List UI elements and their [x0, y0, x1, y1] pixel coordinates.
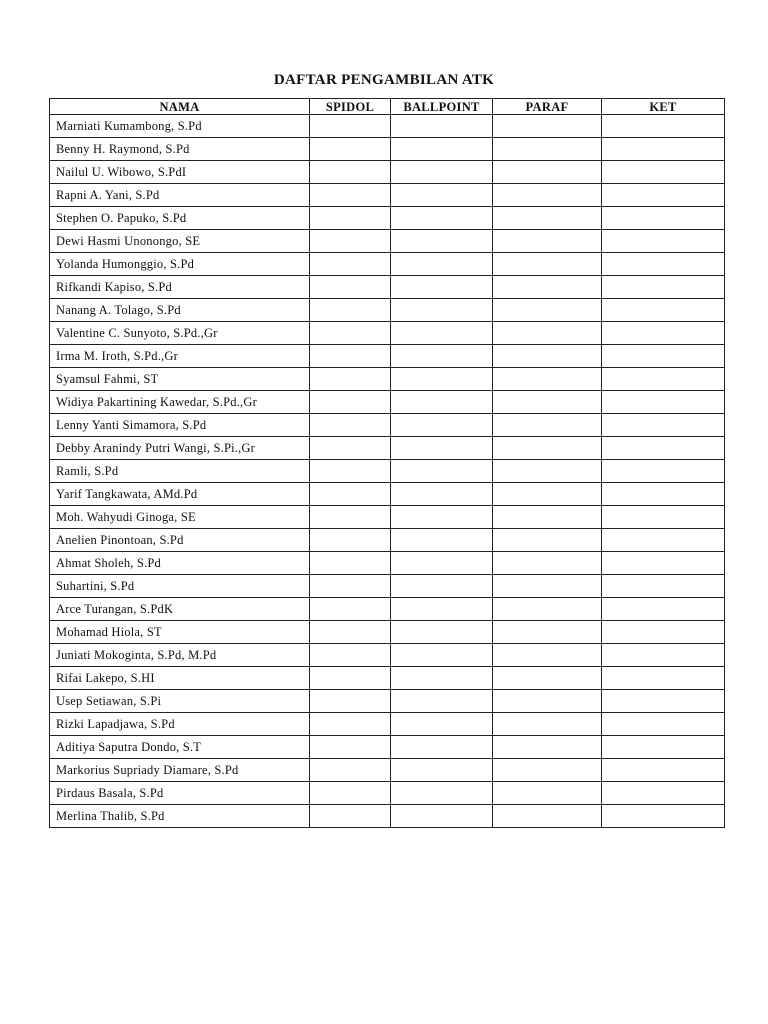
paraf-cell [493, 437, 602, 460]
paraf-cell [493, 276, 602, 299]
ket-cell [602, 299, 725, 322]
spidol-cell [310, 253, 391, 276]
ballpoint-cell [391, 529, 493, 552]
ket-cell [602, 483, 725, 506]
ballpoint-cell [391, 644, 493, 667]
name-cell: Debby Aranindy Putri Wangi, S.Pi.,Gr [50, 437, 310, 460]
name-cell: Mohamad Hiola, ST [50, 621, 310, 644]
name-cell: Rizki Lapadjawa, S.Pd [50, 713, 310, 736]
paraf-cell [493, 529, 602, 552]
table-row [50, 253, 725, 276]
spidol-cell [310, 391, 391, 414]
ballpoint-cell [391, 161, 493, 184]
document-title: DAFTAR PENGAMBILAN ATK [273, 72, 495, 88]
table-row [50, 299, 725, 322]
spidol-cell [310, 552, 391, 575]
spidol-cell [310, 345, 391, 368]
ket-cell [602, 690, 725, 713]
paraf-cell [493, 713, 602, 736]
ballpoint-cell [391, 713, 493, 736]
paraf-cell [493, 391, 602, 414]
header-ket: KET [602, 99, 725, 115]
paraf-cell [493, 621, 602, 644]
spidol-cell [310, 598, 391, 621]
paraf-cell [493, 644, 602, 667]
ket-cell [602, 345, 725, 368]
ballpoint-cell [391, 437, 493, 460]
name-cell: Usep Setiawan, S.Pi [50, 690, 310, 713]
ballpoint-cell [391, 414, 493, 437]
spidol-cell [310, 207, 391, 230]
spidol-cell [310, 736, 391, 759]
ballpoint-cell [391, 138, 493, 161]
spidol-cell [310, 506, 391, 529]
spidol-cell [310, 115, 391, 138]
ballpoint-cell [391, 460, 493, 483]
table-row [50, 207, 725, 230]
table-row [50, 713, 725, 736]
table-row [50, 667, 725, 690]
ballpoint-cell [391, 598, 493, 621]
spidol-cell [310, 460, 391, 483]
ballpoint-cell [391, 368, 493, 391]
table-row [50, 621, 725, 644]
ket-cell [602, 322, 725, 345]
ket-cell [602, 161, 725, 184]
paraf-cell [493, 345, 602, 368]
ballpoint-cell [391, 345, 493, 368]
paraf-cell [493, 483, 602, 506]
paraf-cell [493, 552, 602, 575]
table-row [50, 598, 725, 621]
ballpoint-cell [391, 207, 493, 230]
paraf-cell [493, 207, 602, 230]
ket-cell [602, 552, 725, 575]
name-cell: Yolanda Humonggio, S.Pd [50, 253, 310, 276]
spidol-cell [310, 529, 391, 552]
ket-cell [602, 414, 725, 437]
paraf-cell [493, 253, 602, 276]
ballpoint-cell [391, 805, 493, 828]
ket-cell [602, 437, 725, 460]
ket-cell [602, 276, 725, 299]
paraf-cell [493, 506, 602, 529]
table-body [50, 115, 725, 828]
spidol-cell [310, 621, 391, 644]
paraf-cell [493, 184, 602, 207]
table-row [50, 506, 725, 529]
header-paraf: PARAF [493, 99, 602, 115]
ket-cell [602, 506, 725, 529]
paraf-cell [493, 322, 602, 345]
spidol-cell [310, 690, 391, 713]
table-row [50, 437, 725, 460]
table-row [50, 460, 725, 483]
table-row [50, 161, 725, 184]
name-cell: Marniati Kumambong, S.Pd [50, 115, 310, 138]
ballpoint-cell [391, 690, 493, 713]
ket-cell [602, 575, 725, 598]
name-cell: Merlina Thalib, S.Pd [50, 805, 310, 828]
name-cell: Suhartini, S.Pd [50, 575, 310, 598]
paraf-cell [493, 690, 602, 713]
name-cell: Stephen O. Papuko, S.Pd [50, 207, 310, 230]
ket-cell [602, 598, 725, 621]
name-cell: Aditiya Saputra Dondo, S.T [50, 736, 310, 759]
name-cell: Lenny Yanti Simamora, S.Pd [50, 414, 310, 437]
ket-cell [602, 529, 725, 552]
name-cell: Anelien Pinontoan, S.Pd [50, 529, 310, 552]
ballpoint-cell [391, 483, 493, 506]
ket-cell [602, 230, 725, 253]
paraf-cell [493, 736, 602, 759]
ket-cell [602, 667, 725, 690]
ballpoint-cell [391, 575, 493, 598]
spidol-cell [310, 414, 391, 437]
ballpoint-cell [391, 506, 493, 529]
name-cell: Arce Turangan, S.PdK [50, 598, 310, 621]
table-row [50, 391, 725, 414]
ballpoint-cell [391, 322, 493, 345]
ballpoint-cell [391, 552, 493, 575]
paraf-cell [493, 299, 602, 322]
name-cell: Irma M. Iroth, S.Pd.,Gr [50, 345, 310, 368]
name-cell: Nailul U. Wibowo, S.PdI [50, 161, 310, 184]
spidol-cell [310, 230, 391, 253]
ballpoint-cell [391, 253, 493, 276]
spidol-cell [310, 299, 391, 322]
header-nama: NAMA [50, 99, 310, 115]
name-cell: Yarif Tangkawata, AMd.Pd [50, 483, 310, 506]
paraf-cell [493, 138, 602, 161]
ket-cell [602, 644, 725, 667]
table-row [50, 138, 725, 161]
ballpoint-cell [391, 736, 493, 759]
spidol-cell [310, 138, 391, 161]
ket-cell [602, 391, 725, 414]
ket-cell [602, 805, 725, 828]
table-row [50, 345, 725, 368]
paraf-cell [493, 414, 602, 437]
ballpoint-cell [391, 299, 493, 322]
paraf-cell [493, 115, 602, 138]
name-cell: Ramli, S.Pd [50, 460, 310, 483]
name-cell: Juniati Mokoginta, S.Pd, M.Pd [50, 644, 310, 667]
ket-cell [602, 782, 725, 805]
spidol-cell [310, 805, 391, 828]
paraf-cell [493, 759, 602, 782]
name-cell: Valentine C. Sunyoto, S.Pd.,Gr [50, 322, 310, 345]
paraf-cell [493, 598, 602, 621]
ballpoint-cell [391, 115, 493, 138]
name-cell: Dewi Hasmi Unonongo, SE [50, 230, 310, 253]
paraf-cell [493, 575, 602, 598]
paraf-cell [493, 161, 602, 184]
spidol-cell [310, 437, 391, 460]
atk-table [49, 98, 725, 828]
table-row [50, 690, 725, 713]
table-row [50, 529, 725, 552]
table-row [50, 368, 725, 391]
spidol-cell [310, 644, 391, 667]
ballpoint-cell [391, 782, 493, 805]
ket-cell [602, 736, 725, 759]
table-row [50, 276, 725, 299]
table-row [50, 184, 725, 207]
name-cell: Widiya Pakartining Kawedar, S.Pd.,Gr [50, 391, 310, 414]
table-row [50, 115, 725, 138]
paraf-cell [493, 782, 602, 805]
table-row [50, 483, 725, 506]
name-cell: Nanang A. Tolago, S.Pd [50, 299, 310, 322]
spidol-cell [310, 322, 391, 345]
table-row [50, 575, 725, 598]
table-row [50, 805, 725, 828]
spidol-cell [310, 184, 391, 207]
ket-cell [602, 253, 725, 276]
header-row [50, 99, 725, 115]
ballpoint-cell [391, 667, 493, 690]
name-cell: Benny H. Raymond, S.Pd [50, 138, 310, 161]
ket-cell [602, 368, 725, 391]
paraf-cell [493, 667, 602, 690]
ket-cell [602, 460, 725, 483]
spidol-cell [310, 759, 391, 782]
table-row [50, 736, 725, 759]
name-cell: Rifkandi Kapiso, S.Pd [50, 276, 310, 299]
ballpoint-cell [391, 276, 493, 299]
name-cell: Pirdaus Basala, S.Pd [50, 782, 310, 805]
spidol-cell [310, 782, 391, 805]
spidol-cell [310, 483, 391, 506]
ballpoint-cell [391, 230, 493, 253]
ballpoint-cell [391, 621, 493, 644]
table-row [50, 322, 725, 345]
ballpoint-cell [391, 184, 493, 207]
table-row [50, 552, 725, 575]
name-cell: Moh. Wahyudi Ginoga, SE [50, 506, 310, 529]
ket-cell [602, 115, 725, 138]
ket-cell [602, 621, 725, 644]
header-spidol: SPIDOL [310, 99, 391, 115]
paraf-cell [493, 460, 602, 483]
ket-cell [602, 184, 725, 207]
ket-cell [602, 138, 725, 161]
ket-cell [602, 759, 725, 782]
ballpoint-cell [391, 391, 493, 414]
spidol-cell [310, 667, 391, 690]
table-row [50, 782, 725, 805]
paraf-cell [493, 230, 602, 253]
header-ballpoint: BALLPOINT [391, 99, 493, 115]
paraf-cell [493, 805, 602, 828]
spidol-cell [310, 713, 391, 736]
table-row [50, 759, 725, 782]
name-cell: Rifai Lakepo, S.HI [50, 667, 310, 690]
table-row [50, 230, 725, 253]
name-cell: Ahmat Sholeh, S.Pd [50, 552, 310, 575]
ket-cell [602, 207, 725, 230]
table-row [50, 414, 725, 437]
name-cell: Rapni A. Yani, S.Pd [50, 184, 310, 207]
name-cell: Syamsul Fahmi, ST [50, 368, 310, 391]
spidol-cell [310, 368, 391, 391]
spidol-cell [310, 276, 391, 299]
ballpoint-cell [391, 759, 493, 782]
paraf-cell [493, 368, 602, 391]
name-cell: Markorius Supriady Diamare, S.Pd [50, 759, 310, 782]
spidol-cell [310, 161, 391, 184]
table-row [50, 644, 725, 667]
spidol-cell [310, 575, 391, 598]
ket-cell [602, 713, 725, 736]
